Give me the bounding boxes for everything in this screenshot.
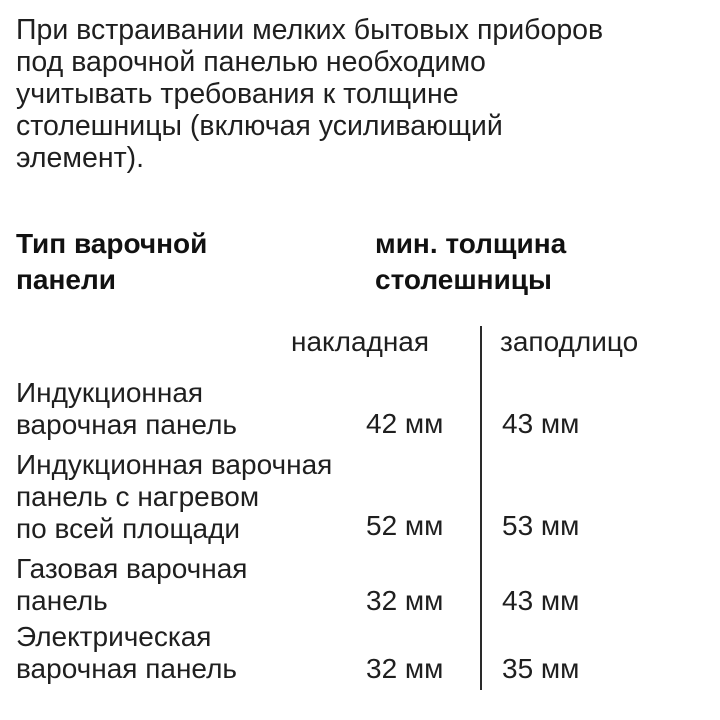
row-electric-overlay: 32 мм: [366, 653, 444, 684]
column-divider: [480, 326, 482, 690]
header-min-thickness: мин. толщина столешницы: [375, 228, 567, 295]
row-induction-overlay: 42 мм: [366, 408, 444, 439]
row-label-induction: Индукционная варочная панель: [16, 377, 237, 440]
row-induction-full-area-overlay: 52 мм: [366, 510, 444, 541]
intro-paragraph: При встраивании мелких бытовых приборов под варочной панелью необходимо учитывать требования к толщине столешницы (включая усиливающий элемент).: [16, 14, 604, 174]
row-gas-overlay: 32 мм: [366, 585, 444, 616]
row-gas-flush: 43 мм: [502, 585, 580, 616]
header-hob-type: Тип варочной панели: [16, 228, 208, 295]
column-overlay: накладная: [291, 326, 430, 357]
column-flush: заподлицо: [500, 326, 639, 357]
row-label-induction-full-area: Индукционная варочная панель с нагревом по всей площади: [16, 449, 333, 544]
row-induction-flush: 43 мм: [502, 408, 580, 439]
row-label-gas: Газовая варочная панель: [16, 553, 248, 616]
row-electric-flush: 35 мм: [502, 653, 580, 684]
row-induction-full-area-flush: 53 мм: [502, 510, 580, 541]
row-label-electric: Электрическая варочная панель: [16, 621, 237, 684]
